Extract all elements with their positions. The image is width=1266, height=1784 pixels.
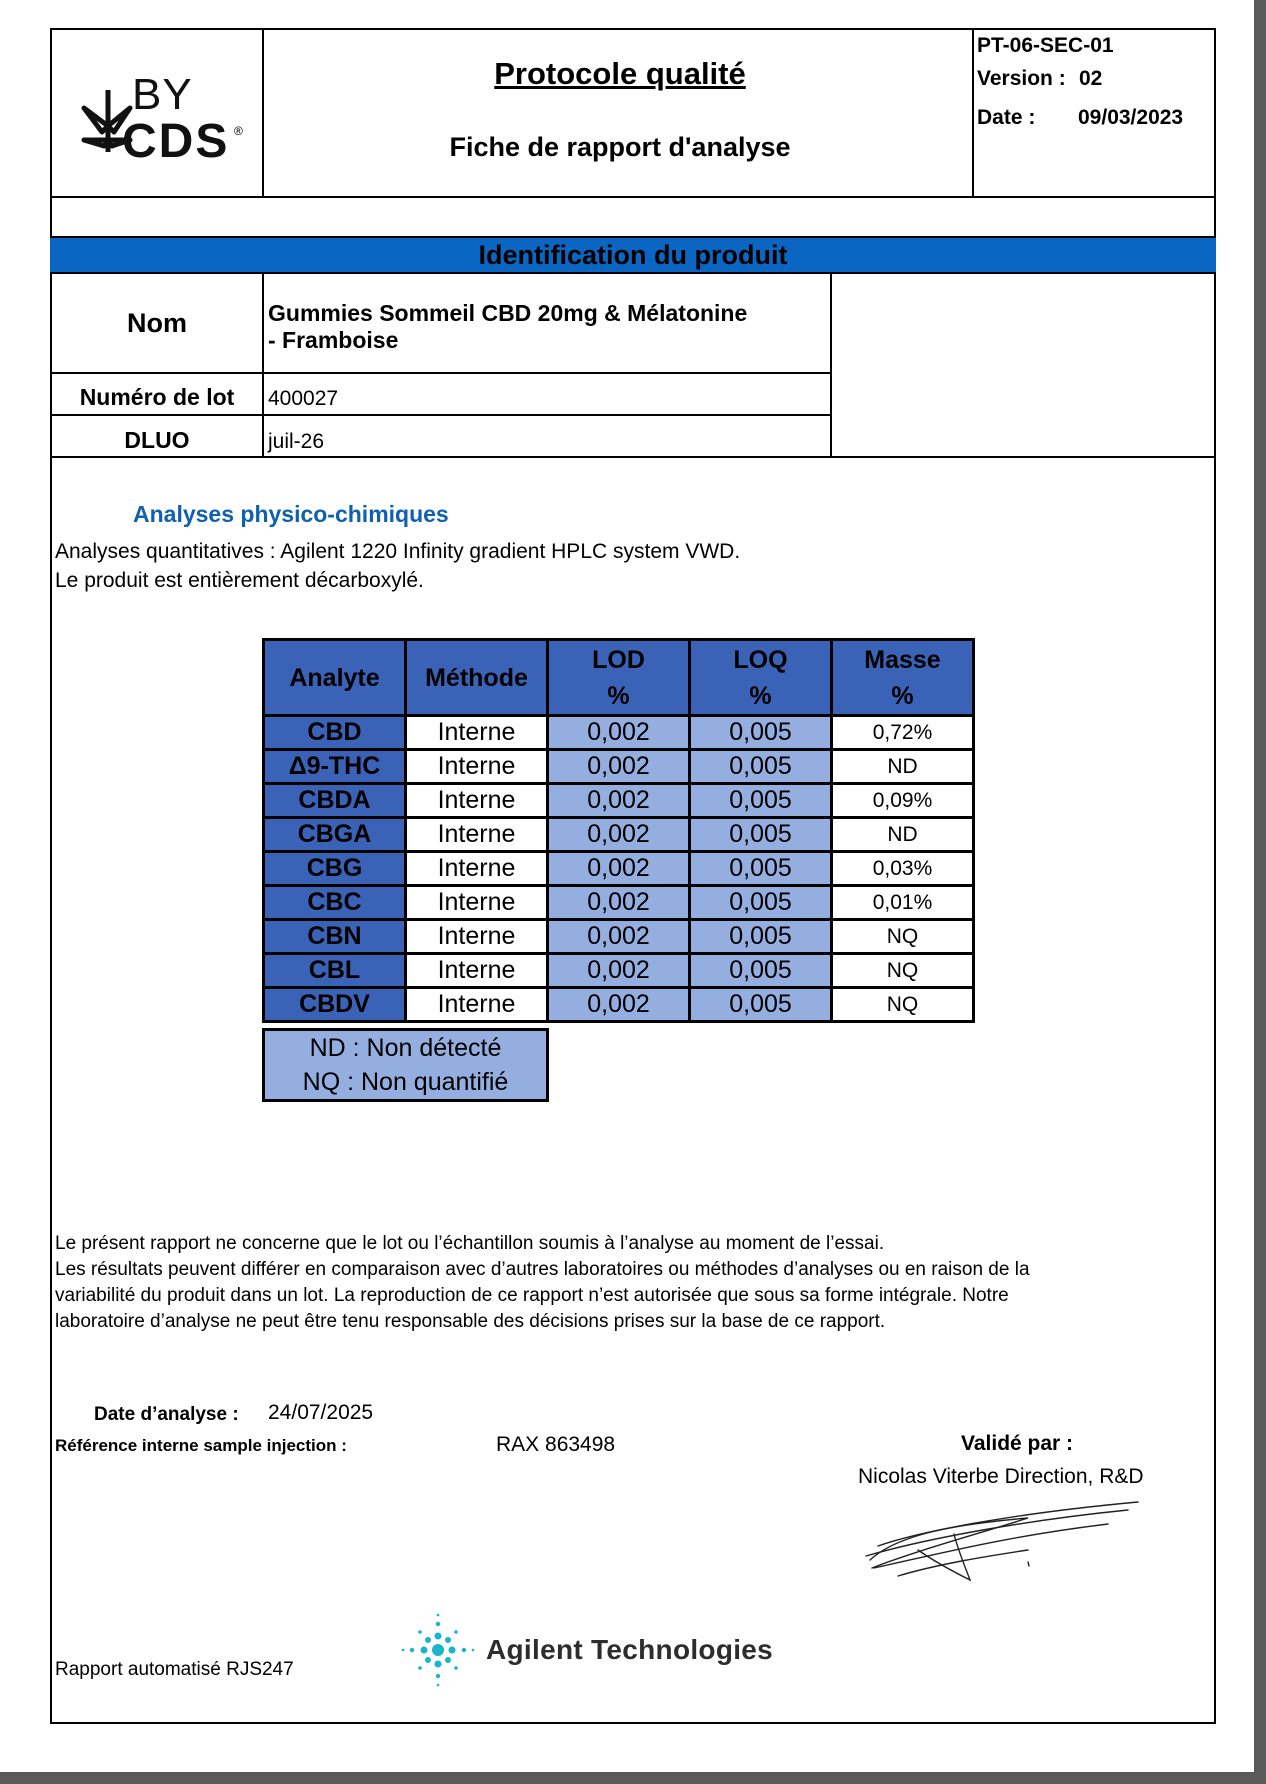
- table-row: [264, 852, 974, 886]
- header-divider-left: [262, 28, 264, 198]
- agilent-technologies-logo: [400, 1612, 780, 1688]
- table-row: [264, 920, 974, 954]
- agilent-spark-icon: [400, 1612, 476, 1688]
- disclaimer-line-4: laboratoire d’analyse ne peut être tenu responsable des décisions prises sur la base de ce rapport.: [55, 1311, 886, 1332]
- ident-rule-1: [50, 372, 832, 374]
- method-cell: Interne: [406, 920, 548, 954]
- method-cell: Interne: [406, 954, 548, 988]
- table-row: [264, 750, 974, 784]
- internal-ref-value: RAX 863498: [496, 1433, 616, 1456]
- method-cell: Interne: [406, 988, 548, 1022]
- loq-cell: 0,005: [690, 750, 832, 784]
- loq-cell: 0,005: [690, 920, 832, 954]
- method-cell: Interne: [406, 750, 548, 784]
- method-cell: Interne: [406, 818, 548, 852]
- date-value: 09/03/2023: [1078, 106, 1184, 129]
- table-legend: [262, 1028, 549, 1102]
- results-table: [262, 638, 975, 1023]
- name-label: Nom: [127, 308, 187, 338]
- analyses-section-title: Analyses physico-chimiques: [133, 501, 449, 527]
- lod-cell: 0,002: [548, 954, 690, 988]
- mass-cell: 0,03%: [832, 852, 974, 886]
- registered-mark: ®: [234, 124, 243, 138]
- analyte-cell: Δ9-THC: [264, 750, 406, 784]
- analyte-cell: CBDV: [264, 988, 406, 1022]
- header-loq-name: LOQ: [733, 645, 788, 674]
- logo-cds-text: CDS: [122, 115, 230, 168]
- mass-cell: 0,01%: [832, 886, 974, 920]
- name-value-line1: Gummies Sommeil CBD 20mg & Mélatonine: [268, 300, 748, 326]
- header-lod-name: LOD: [592, 645, 645, 674]
- dluo-label: DLUO: [124, 427, 190, 453]
- mass-cell: NQ: [832, 954, 974, 988]
- table-row: [264, 886, 974, 920]
- ident-divider-left: [262, 274, 264, 458]
- loq-cell: 0,005: [690, 852, 832, 886]
- handwritten-signature: [858, 1494, 1148, 1594]
- dluo-value: juil-26: [268, 430, 325, 453]
- lod-cell: 0,002: [548, 818, 690, 852]
- lod-cell: 0,002: [548, 750, 690, 784]
- bycds-logo: [78, 70, 248, 170]
- lod-cell: 0,002: [548, 886, 690, 920]
- analyte-cell: CBG: [264, 852, 406, 886]
- document-title: Protocole qualité: [494, 56, 746, 91]
- document-reference: PT-06-SEC-01: [977, 34, 1114, 57]
- mass-cell: NQ: [832, 920, 974, 954]
- loq-cell: 0,005: [690, 784, 832, 818]
- table-row: [264, 818, 974, 852]
- analyte-cell: CBL: [264, 954, 406, 988]
- method-cell: Interne: [406, 784, 548, 818]
- header-loq: [690, 640, 832, 716]
- header-lod: [548, 640, 690, 716]
- loq-cell: 0,005: [690, 988, 832, 1022]
- loq-cell: 0,005: [690, 954, 832, 988]
- lod-cell: 0,002: [548, 852, 690, 886]
- lod-cell: 0,002: [548, 920, 690, 954]
- mass-cell: NQ: [832, 988, 974, 1022]
- header-lod-unit: %: [607, 681, 630, 710]
- header-divider-right: [972, 28, 974, 198]
- analyte-cell: CBGA: [264, 818, 406, 852]
- analysis-date-value: 24/07/2025: [268, 1401, 374, 1424]
- header-loq-unit: %: [749, 681, 772, 710]
- automated-report-label: Rapport automatisé RJS247: [55, 1659, 294, 1680]
- document-subtitle: Fiche de rapport d'analyse: [449, 132, 791, 162]
- lod-cell: 0,002: [548, 716, 690, 750]
- analyte-cell: CBC: [264, 886, 406, 920]
- results-header-row: [264, 640, 974, 716]
- lot-value: 400027: [268, 387, 339, 410]
- header-mass: [832, 640, 974, 716]
- mass-cell: 0,72%: [832, 716, 974, 750]
- loq-cell: 0,005: [690, 818, 832, 852]
- header-mass-name: Masse: [864, 645, 941, 674]
- loq-cell: 0,005: [690, 886, 832, 920]
- lod-cell: 0,002: [548, 988, 690, 1022]
- date-label: Date :: [977, 106, 1036, 129]
- lot-label: Numéro de lot: [79, 384, 235, 410]
- analyses-decarb-text: Le produit est entièrement décarboxylé.: [55, 569, 424, 592]
- validated-by-label: Validé par :: [961, 1432, 1074, 1455]
- table-row: [264, 784, 974, 818]
- identification-band: Identification du produit: [50, 236, 1216, 274]
- table-row: [264, 988, 974, 1022]
- legend-nd: ND : Non détecté: [309, 1034, 502, 1062]
- ident-divider-right: [830, 274, 832, 458]
- analyte-cell: CBDA: [264, 784, 406, 818]
- disclaimer-line-3: variabilité du produit dans un lot. La reproduction de ce rapport n’est autorisée que sous sa forme intégrale. Notre: [55, 1285, 1009, 1306]
- version-value: 02: [1079, 67, 1103, 90]
- disclaimer-line-1: Le présent rapport ne concerne que le lot ou l’échantillon soumis à l’analyse au moment de l’essai.: [55, 1233, 885, 1254]
- analyte-cell: CBN: [264, 920, 406, 954]
- logo-by-text: BY: [132, 70, 193, 119]
- mass-cell: ND: [832, 818, 974, 852]
- loq-cell: 0,005: [690, 716, 832, 750]
- mass-cell: ND: [832, 750, 974, 784]
- validator-name: Nicolas Viterbe Direction, R&D: [858, 1465, 1144, 1488]
- method-cell: Interne: [406, 852, 548, 886]
- table-row: [264, 716, 974, 750]
- mass-cell: 0,09%: [832, 784, 974, 818]
- analyte-cell: CBD: [264, 716, 406, 750]
- method-cell: Interne: [406, 716, 548, 750]
- version-label: Version :: [977, 67, 1066, 90]
- analyses-method-text: Analyses quantitatives : Agilent 1220 Infinity gradient HPLC system VWD.: [55, 540, 741, 563]
- legend-nq: NQ : Non quantifié: [302, 1068, 509, 1096]
- header-bottom-rule: [50, 196, 1216, 198]
- lod-cell: 0,002: [548, 784, 690, 818]
- disclaimer: [55, 1231, 1030, 1335]
- header-mass-unit: %: [891, 681, 914, 710]
- header-analyte: Analyte: [264, 640, 406, 716]
- ident-rule-2: [50, 414, 832, 416]
- internal-ref-label: Référence interne sample injection :: [55, 1436, 347, 1455]
- agilent-wordmark: Agilent Technologies: [486, 1634, 774, 1665]
- ident-rule-3: [50, 456, 1216, 458]
- table-row: [264, 954, 974, 988]
- analysis-date-label: Date d’analyse :: [94, 1404, 239, 1425]
- disclaimer-line-2: Les résultats peuvent différer en comparaison avec d’autres laboratoires ou méthodes d’analyses ou en raison de la: [55, 1259, 1030, 1280]
- method-cell: Interne: [406, 886, 548, 920]
- header-method: Méthode: [406, 640, 548, 716]
- name-value-line2: - Framboise: [268, 327, 399, 353]
